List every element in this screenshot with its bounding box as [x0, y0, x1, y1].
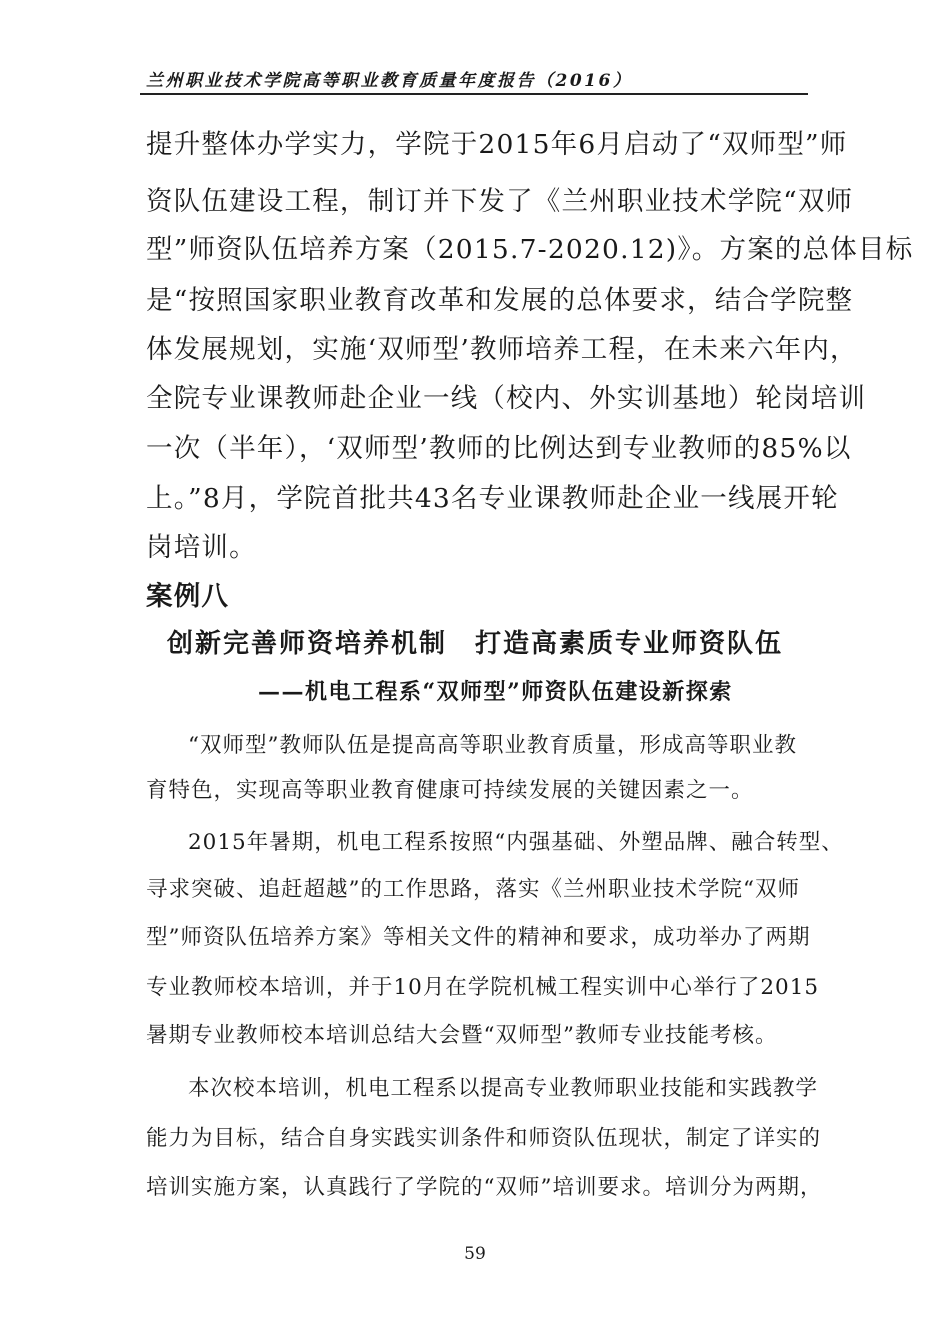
paragraph-1-line: 体发展规划，实施‘双师型’教师培养工程，在未来六年内， [146, 334, 858, 365]
case-label: 案例八 [146, 581, 230, 612]
paragraph-3-line: 2015年暑期，机电工程系按照“内强基础、外塑品牌、融合转型、 [188, 830, 844, 855]
paragraph-3-line: 专业教师校本培训，并于10月在学院机械工程实训中心举行了2015 [146, 975, 820, 1000]
paragraph-3-line: 寻求突破、追赶超越”的工作思路，落实《兰州职业技术学院“双师 [146, 877, 800, 902]
paragraph-3-line: 型”师资队伍培养方案》等相关文件的精神和要求，成功举办了两期 [146, 925, 811, 950]
paragraph-1-line: 提升整体办学实力，学院于2015年6月启动了“双师型”师 [146, 129, 848, 160]
paragraph-1-line: 资队伍建设工程，制订并下发了《兰州职业技术学院“双师 [146, 186, 854, 217]
case-title: 创新完善师资培养机制 打造高素质专业师资队伍 [166, 629, 783, 659]
paragraph-4-line: 本次校本培训，机电工程系以提高专业教师职业技能和实践教学 [188, 1076, 819, 1101]
paragraph-4-line: 能力为目标，结合自身实践实训条件和师资队伍现状，制定了详实的 [146, 1126, 822, 1151]
paragraph-2-line: 育特色，实现高等职业教育健康可持续发展的关键因素之一。 [146, 778, 754, 803]
paragraph-4-line: 培训实施方案，认真践行了学院的“双师”培训要求。培训分为两期， [146, 1175, 823, 1200]
header-rule [140, 93, 808, 95]
page-number: 59 [464, 1244, 486, 1264]
paragraph-1-line: 型”师资队伍培养方案（2015.7-2020.12)》。方案的总体目标 [146, 234, 914, 265]
header-title: 兰州职业技术学院高等职业教育质量年度报告（2016） [146, 71, 633, 91]
paragraph-1-line: 上。”8月，学院首批共43名专业课教师赴企业一线展开轮 [146, 483, 839, 514]
paragraph-1-line: 全院专业课教师赴企业一线（校内、外实训基地）轮岗培训 [146, 383, 867, 414]
paragraph-1-line: 岗培训。 [146, 532, 257, 563]
paragraph-1-line: 是“按照国家职业教育改革和发展的总体要求，结合学院整 [146, 285, 854, 316]
paragraph-1-line: 一次（半年），‘双师型’教师的比例达到专业教师的85%以 [146, 433, 852, 464]
case-subtitle: ——机电工程系“双师型”师资队伍建设新探索 [258, 679, 733, 705]
paragraph-2-line: “双师型”教师队伍是提高高等职业教育质量，形成高等职业教 [188, 733, 797, 758]
paragraph-3-line: 暑期专业教师校本培训总结大会暨“双师型”教师专业技能考核。 [146, 1023, 778, 1048]
